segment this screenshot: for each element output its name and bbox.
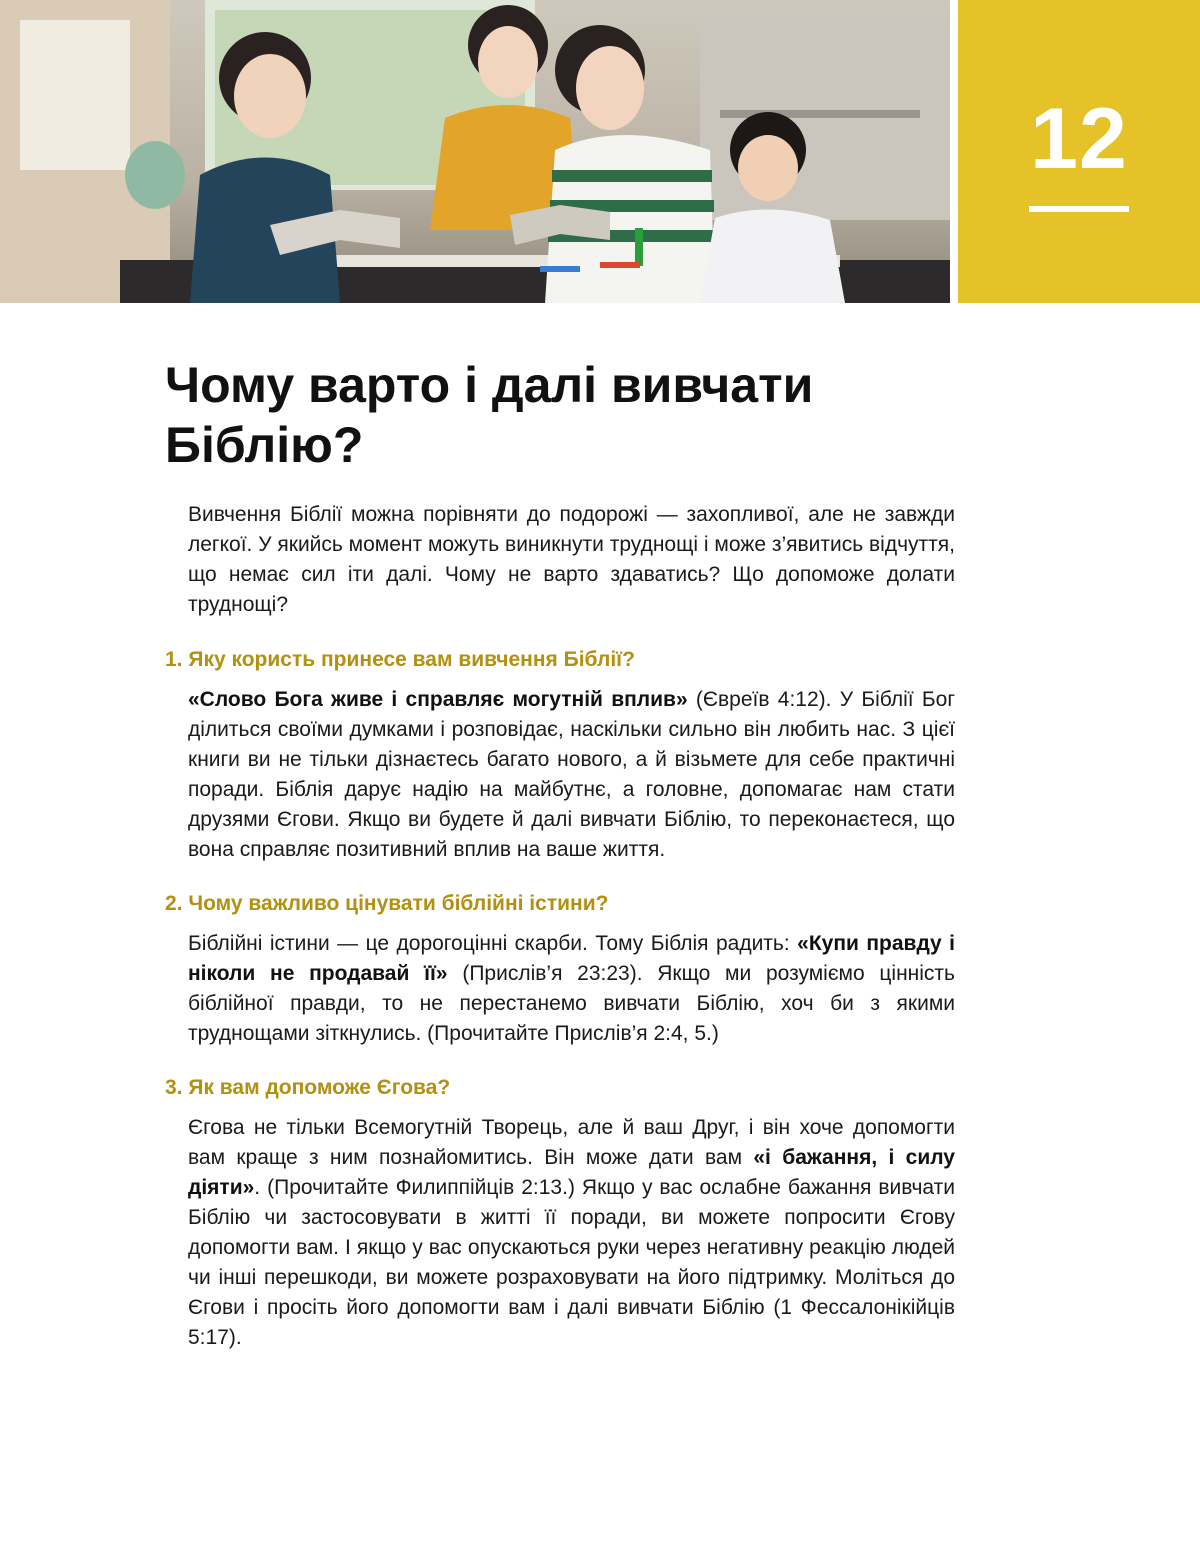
family-bible-study-illustration bbox=[0, 0, 950, 303]
lesson-number-underline bbox=[1029, 206, 1129, 212]
lesson-content bbox=[165, 500, 955, 1377]
lesson-number: 12 bbox=[1030, 91, 1128, 187]
hero-photo bbox=[0, 0, 950, 303]
lesson-number-badge bbox=[958, 0, 1200, 303]
page-title: Чому варто і далі вивчати Біблію? bbox=[165, 357, 814, 473]
section-body-2 bbox=[188, 929, 955, 1049]
section-heading-1: 1. Яку користь принесе вам вивчення Біблії? bbox=[165, 648, 635, 671]
section-text: . (Прочитайте Филиппійців 2:13.) Якщо у вас ослабне бажання вивчати Біблію чи застосовувати в житті її поради, ви можете попросити Єгову допомогти вам. І якщо у вас опускаються руки через негативну реакцію людей чи інші перешкоди, ви можете розраховувати на його підтримку. Моліться до Єгови і просіть його допомогти вам і далі вивчати Біблію (1 Фессалонікійців 5:17). bbox=[188, 1176, 955, 1349]
scripture-quote: «і бажання, і силу діяти» bbox=[188, 1146, 955, 1199]
section-body-1 bbox=[188, 685, 955, 865]
intro-paragraph: Вивчення Біблії можна порівняти до подорожі — захопливої, але не завжди легкої. У якийсь момент можуть виникнути труднощі і може з’явитись відчуття, що немає сил іти далі. Чому не варто здаватись? Що допоможе долати труднощі? bbox=[188, 503, 955, 616]
section-text: (Прислів’я 23:23). Якщо ми розуміємо цінність біблійної правди, то не перестанемо вивчати Біблію, хоч би з якими труднощами зіткнулись. (Прочитайте Прислів’я 2:4, 5.) bbox=[188, 962, 955, 1045]
scripture-quote: «Слово Бога живе і справляє могутній вплив» bbox=[188, 688, 688, 711]
section-heading-3: 3. Як вам допоможе Єгова? bbox=[165, 1076, 451, 1099]
section-text: Єгова не тільки Всемогутній Творець, але й ваш Друг, і він хоче допомогти вам краще з ним познайомитись. Він може дати вам bbox=[188, 1116, 955, 1169]
scripture-quote: «Купи правду і ніколи не продавай її» bbox=[188, 932, 956, 985]
section-text: Біблійні істини — це дорогоцінні скарби. Тому Біблія радить: bbox=[188, 932, 798, 955]
section-heading-2: 2. Чому важливо цінувати біблійні істини? bbox=[165, 892, 609, 915]
section-text: (Євреїв 4:12). У Біблії Бог ділиться своїми думками і розповідає, наскільки сильно він любить нас. З цієї книги ви не тільки дізнаєтесь багато нового, а й візьмете для себе практичні поради. Біблія дарує надію на майбутнє, а головне, допомагає нам стати друзями Єгови. Якщо ви будете й далі вивчати Біблію, то переконаєтеся, що вона справляє позитивний вплив на ваше життя. bbox=[188, 688, 955, 861]
section-body-3 bbox=[188, 1113, 955, 1353]
